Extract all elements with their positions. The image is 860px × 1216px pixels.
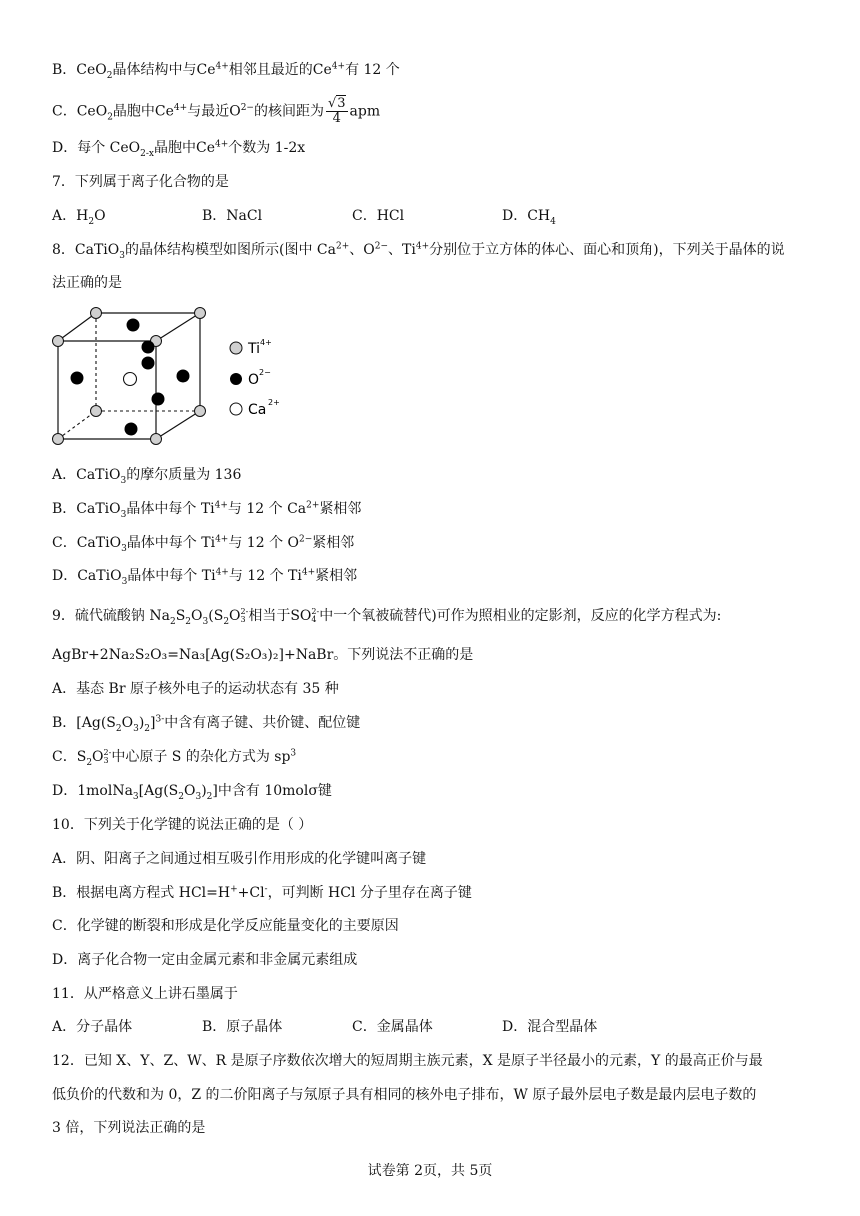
- q6-option-c: C．CeO$_2$晶胞中$Ce^{4+}$与最近$O^{2-}$的核间距为 $\frac{√3}{4}$ apm: [52, 96, 381, 126]
- q12-stem-line2: 低负价的代数和为 0，Z 的二价阳离子与氖原子具有相同的核外电子排布，W 原子最外层电子数是最内层电子数的: [52, 1087, 757, 1103]
- q7-option-c: C．HCl: [352, 208, 405, 224]
- legend-ca: Ca: [248, 402, 267, 418]
- svg-text:4+: 4+: [260, 338, 272, 347]
- o-ion: [177, 370, 190, 383]
- q7-stem: 7．下列属于离子化合物的是: [52, 174, 229, 190]
- svg-text:2+: 2+: [268, 398, 280, 407]
- q12-stem-line1: 12．已知 X、Y、Z、W、R 是原子序数依次增大的短周期主族元素，X 是原子半径最小的元素，Y 的最高正价与最: [52, 1053, 763, 1069]
- ti-ion: [91, 308, 102, 319]
- ti-ion: [195, 308, 206, 319]
- svg-text:2−: 2−: [259, 368, 271, 377]
- legend: [230, 338, 280, 418]
- ti-ion: [195, 406, 206, 417]
- legend-o: O: [248, 372, 260, 388]
- q8-option-c: C．CaTiO$_3$晶体中每个 $Ti^{4+}$与 12 个 $O^{2-}$紧相邻: [52, 534, 355, 554]
- q6-option-d: D．每个 CeO$_{2-x}$晶胞中$Ce^{4+}$个数为 1-2x: [52, 139, 306, 159]
- fraction-sqrt3-over-4: $\frac{√3}{4}$: [327, 96, 346, 126]
- q11-option-b: B．原子晶体: [202, 1019, 283, 1035]
- ti-ion: [53, 434, 64, 445]
- q7-option-a: A．$H_2O$: [52, 208, 106, 227]
- legend-ti: Ti: [248, 341, 261, 357]
- q8-stem-line1: 8．CaTiO$_3$的晶体结构模型如图所示(图中 $Ca^{2+}$、$O^{2-}$、$Ti^{4+}$分别位于立方体的体心、面心和顶角)，下列关于晶体的说: [52, 241, 785, 261]
- ca-ion: [124, 373, 137, 386]
- ti-ion: [151, 434, 162, 445]
- q10-stem: 10．下列关于化学键的说法正确的是（ ）: [52, 817, 313, 833]
- q8-option-b: B．CaTiO$_3$晶体中每个 $Ti^{4+}$与 12 个 $Ca^{2+}$紧相邻: [52, 500, 362, 520]
- q10-option-a: A．阴、阳离子之间通过相互吸引作用形成的化学键叫离子键: [52, 851, 427, 867]
- q9-option-b: B．$[Ag(S_2O_3)_2]^{3-}$中含有离子键、共价键、配位键: [52, 714, 361, 734]
- page-footer: 试卷第 2页，共 5页: [367, 1163, 493, 1179]
- q12-stem-line3: 3 倍，下列说法正确的是: [52, 1120, 206, 1136]
- q8-option-a: A．CaTiO$_3$的摩尔质量为 136: [52, 467, 242, 486]
- crystal-structure-figure: [48, 303, 298, 453]
- q7-option-b: B．NaCl: [202, 208, 263, 224]
- q7-option-d: D．$CH_4$: [502, 208, 556, 227]
- q11-option-d: D．混合型晶体: [502, 1019, 598, 1035]
- q10-option-c: C．化学键的断裂和形成是化学反应能量变化的主要原因: [52, 918, 399, 934]
- o-ion: [125, 423, 138, 436]
- q6-option-b: B．CeO$_2$晶体结构中与$Ce^{4+}$相邻且最近的$Ce^{4+}$有 12 个: [52, 61, 400, 81]
- q9-option-c: C．$S_2O$ 2- 3 中心原子 S 的杂化方式为 $sp^3$: [52, 748, 297, 768]
- q9-option-d: D．$1molNa_3[Ag(S_2O_3)_2]$中含有 10molσ键: [52, 783, 332, 802]
- q9-stem-line1: 9．硫代硫酸钠 $Na_2S_2O_3(S_2O$ 2- 3 相当于SO 2- 4 中一个氧被硫替代)可作为照相业的定影剂，反应的化学方程式为:: [52, 607, 722, 627]
- q10-option-d: D．离子化合物一定由金属元素和非金属元素组成: [52, 952, 358, 968]
- q8-stem-line2: 法正确的是: [52, 275, 122, 291]
- o-ion: [142, 341, 155, 354]
- q11-stem: 11．从严格意义上讲石墨属于: [52, 986, 238, 1002]
- q8-option-d: D．CaTiO$_3$晶体中每个 $Ti^{4+}$与 12 个 $Ti^{4+}$紧相邻: [52, 567, 358, 587]
- ti-ion: [91, 406, 102, 417]
- ti-ion: [53, 336, 64, 347]
- o-ion: [142, 357, 155, 370]
- q10-option-b: B．根据电离方程式 HCl=H++Cl-，可判断 HCl 分子里存在离子键: [52, 884, 472, 901]
- o-ion: [152, 393, 165, 406]
- q11-option-a: A．分子晶体: [52, 1019, 133, 1035]
- o-ion: [127, 319, 140, 332]
- q9-stem-line2: AgBr+2Na₂S₂O₃=Na₃[Ag(S₂O₃)₂]+NaBr。下列说法不正确的是: [52, 647, 474, 663]
- q11-option-c: C．金属晶体: [352, 1019, 433, 1035]
- o-ion: [71, 372, 84, 385]
- q9-option-a: A．基态 Br 原子核外电子的运动状态有 35 种: [52, 681, 339, 697]
